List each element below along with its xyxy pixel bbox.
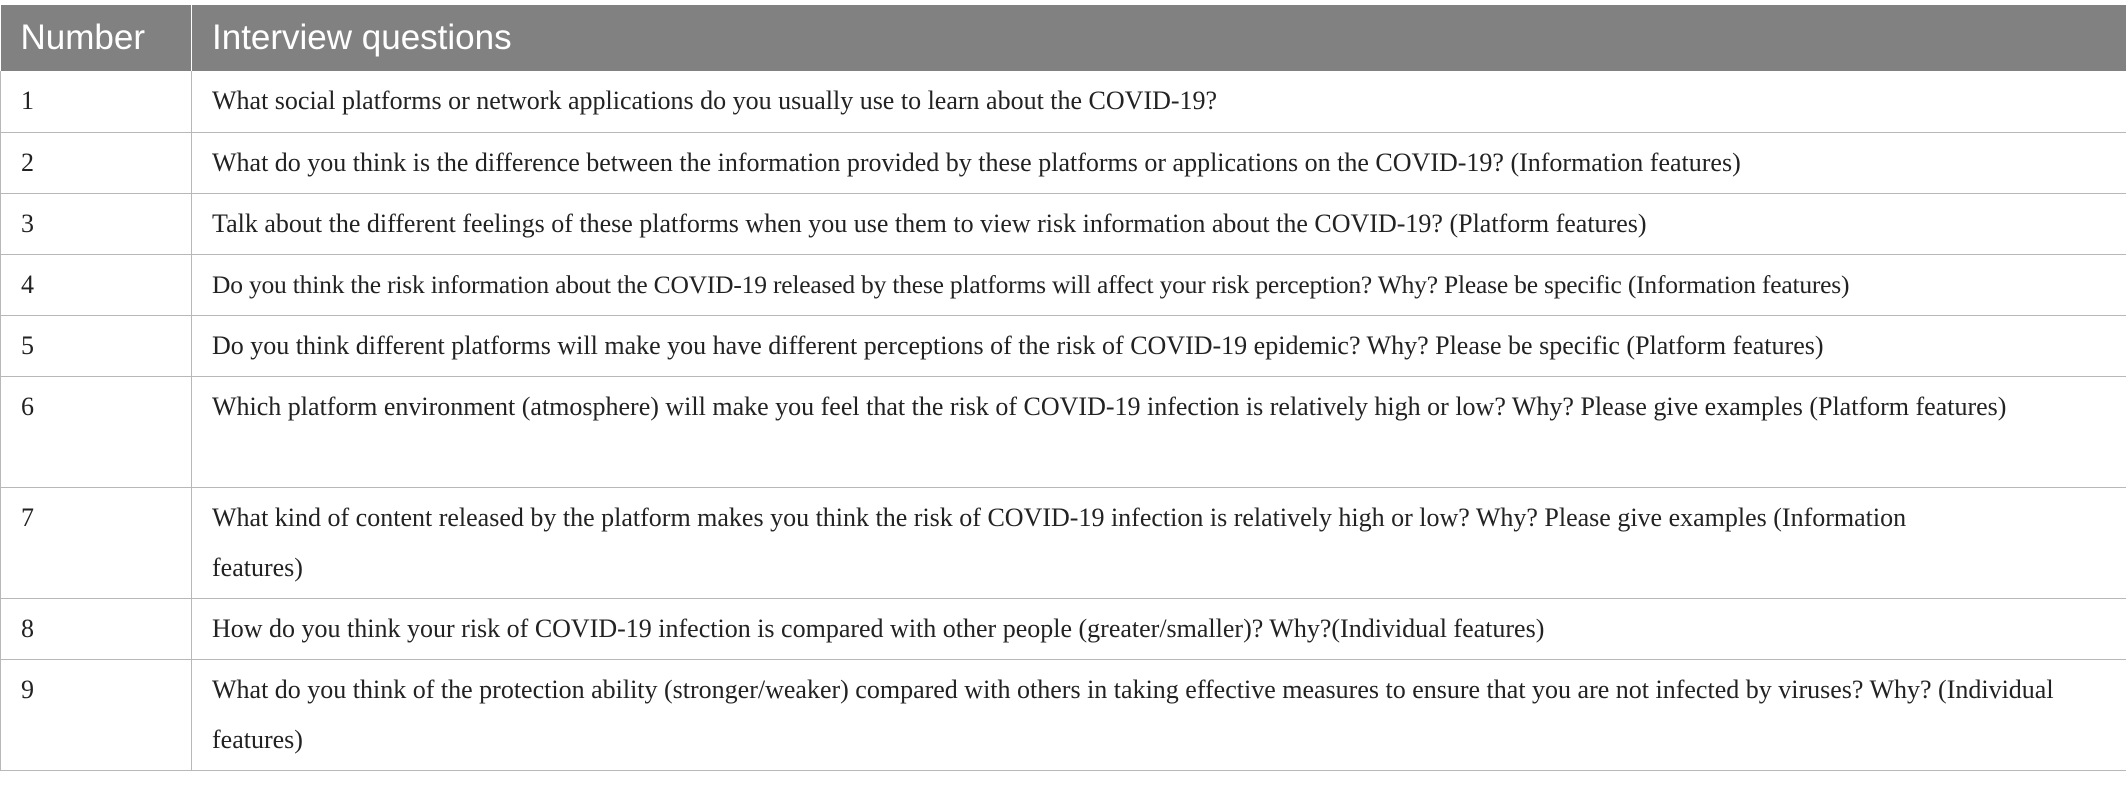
row-number: 3	[1, 193, 192, 254]
row-number: 1	[1, 71, 192, 132]
header-interview-questions: Interview questions	[192, 5, 2126, 71]
row-question: What do you think is the difference between the information provided by these platforms or applications on the COVID-19? (Information features)	[192, 132, 2126, 193]
table-row	[1, 71, 2126, 132]
row-number: 5	[1, 315, 192, 376]
table-row	[1, 315, 2126, 376]
interview-questions-table	[0, 5, 2126, 771]
row-question: Talk about the different feelings of these platforms when you use them to view risk information about the COVID-19? (Platform features)	[192, 193, 2126, 254]
row-question: What kind of content released by the platform makes you think the risk of COVID-19 infection is relatively high or low? Why? Please give examples (Information features)	[192, 487, 2126, 598]
row-number: 2	[1, 132, 192, 193]
table-body	[1, 71, 2126, 770]
row-question: Do you think the risk information about the COVID-19 released by these platforms will affect your risk perception? Why? Please be specific (Information features)	[192, 254, 2126, 315]
row-number: 6	[1, 376, 192, 487]
table-row	[1, 598, 2126, 659]
row-number: 8	[1, 598, 192, 659]
row-question: Do you think different platforms will make you have different perceptions of the risk of COVID-19 epidemic? Why? Please be specific (Platform features)	[192, 315, 2126, 376]
table-row	[1, 132, 2126, 193]
interview-questions-table-container	[0, 5, 2126, 771]
row-number: 4	[1, 254, 192, 315]
row-number: 9	[1, 659, 192, 770]
table-row	[1, 487, 2126, 598]
table-header	[1, 5, 2126, 71]
header-row	[1, 5, 2126, 71]
row-question: What social platforms or network applications do you usually use to learn about the COVID-19?	[192, 71, 2126, 132]
row-question: Which platform environment (atmosphere) will make you feel that the risk of COVID-19 infection is relatively high or low? Why? Please give examples (Platform features)	[192, 376, 2126, 487]
row-question: How do you think your risk of COVID-19 infection is compared with other people (greater/smaller)? Why?(Individual features)	[192, 598, 2126, 659]
table-row	[1, 254, 2126, 315]
row-question: What do you think of the protection ability (stronger/weaker) compared with others in taking effective measures to ensure that you are not infected by viruses? Why? (Individual features)	[192, 659, 2126, 770]
table-row	[1, 193, 2126, 254]
row-number: 7	[1, 487, 192, 598]
header-number: Number	[1, 5, 192, 71]
table-row	[1, 659, 2126, 770]
table-row	[1, 376, 2126, 487]
